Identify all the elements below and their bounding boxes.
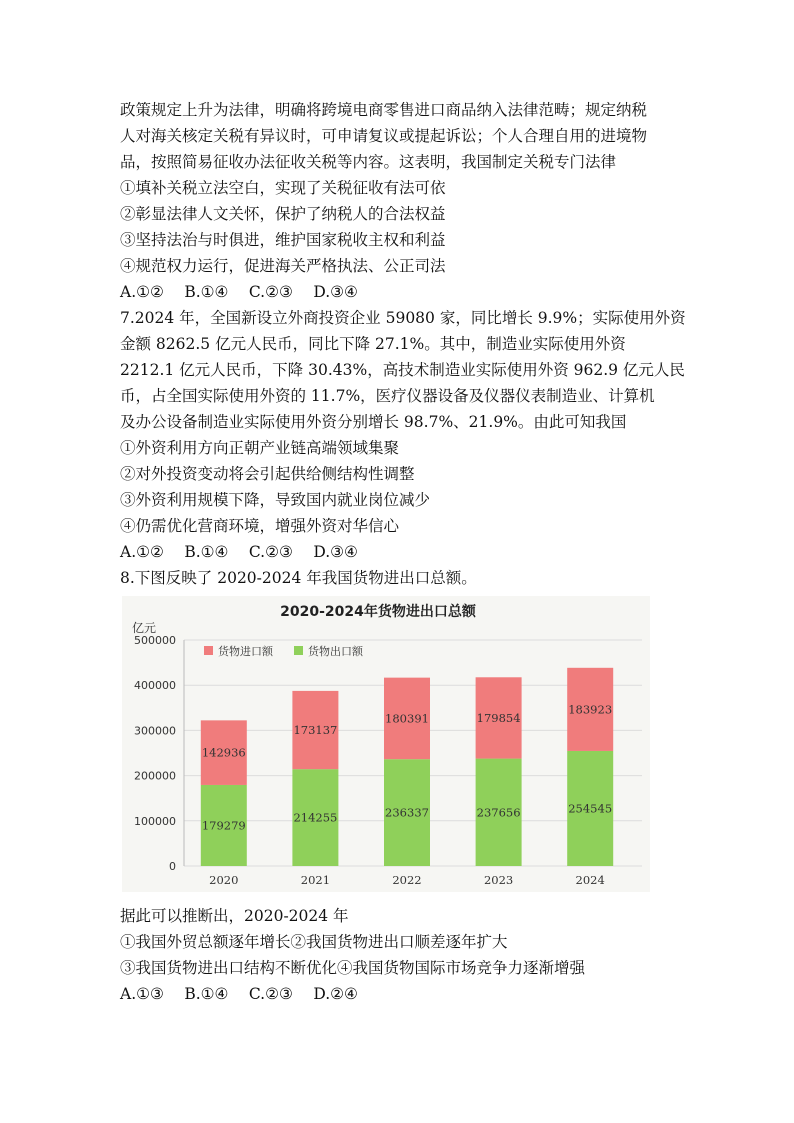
q7-stem-line-1: 7.2024 年，全国新设立外商投资企业 59080 家，同比增长 9.9%；实际使用外资 [120, 309, 686, 327]
q7-option-2: ②对外投资变动将会引起供给侧结构性调整 [120, 465, 415, 483]
q7-stem-line-4: 币，占全国实际使用外资的 11.7%，医疗仪器设备及仪器仪表制造业、计算机 [120, 387, 655, 405]
chart-title: 2020-2024年货物进出口总额 [280, 604, 476, 620]
q8-stem: 8.下图反映了 2020-2024 年我国货物进出口总额。 [120, 569, 477, 587]
q6-option-3: ③坚持法治与时俱进，维护国家税收主权和利益 [120, 231, 446, 249]
q7-option-1: ①外资利用方向正朝产业链高端领域集聚 [120, 439, 400, 457]
x-tick-label-2023: 2023 [483, 873, 514, 887]
q7-stem-line-2: 金额 8262.5 亿元人民币，同比下降 27.1%。其中，制造业实际使用外资 [120, 335, 626, 353]
data-label-export-2022: 236337 [385, 805, 429, 820]
x-tick-label-2024: 2024 [575, 873, 605, 887]
q7-option-4: ④仍需优化营商环境，增强外资对华信心 [120, 517, 400, 535]
data-label-import-2020: 142936 [201, 745, 246, 760]
q6-stem-line-2: 人对海关核定关税有异议时，可申请复议或提起诉讼；个人合理自用的进境物 [120, 127, 648, 145]
q7-stem-line-5: 及办公设备制造业实际使用外资分别增长 98.7%、21.9%。由此可知我国 [120, 413, 627, 431]
legend-swatch-import [204, 646, 213, 655]
data-label-import-2023: 179854 [476, 710, 521, 725]
x-tick-label-2020: 2020 [209, 873, 239, 887]
legend-label-import: 货物进口额 [218, 645, 273, 658]
y-tick-label-400000: 400000 [134, 679, 176, 693]
x-tick-label-2022: 2022 [392, 873, 422, 887]
y-axis-label: 亿元 [132, 621, 157, 635]
data-label-export-2023: 237656 [476, 805, 521, 820]
x-tick-label-2021: 2021 [300, 873, 331, 887]
q8-option-line-1: ①我国外贸总额逐年增长②我国货物进出口顺差逐年扩大 [120, 933, 508, 951]
data-label-import-2024: 183923 [568, 702, 613, 717]
q6-stem-line-3: 品，按照简易征收办法征收关税等内容。这表明，我国制定关税专门法律 [120, 153, 617, 171]
y-tick-label-500000: 500000 [134, 634, 176, 647]
q6-choices: A.①② B.①④ C.②③ D.③④ [120, 283, 358, 301]
chart-svg [122, 596, 650, 892]
q8-option-line-2: ③我国货物进出口结构不断优化④我国货物国际市场竞争力逐渐增强 [120, 959, 586, 977]
y-tick-label-300000: 300000 [134, 724, 176, 738]
q7-choices: A.①② B.①④ C.②③ D.③④ [120, 543, 358, 561]
data-label-import-2022: 180391 [385, 711, 429, 726]
y-tick-label-100000: 100000 [134, 814, 176, 828]
y-tick-label-200000: 200000 [134, 769, 176, 783]
q6-option-1: ①填补关税立法空白，实现了关税征收有法可依 [120, 179, 446, 197]
trade-chart [122, 596, 650, 892]
q8-choices: A.①③ B.①④ C.②③ D.②④ [120, 985, 358, 1003]
q6-option-4: ④规范权力运行，促进海关严格执法、公正司法 [120, 257, 446, 275]
data-label-export-2024: 254545 [568, 801, 613, 816]
data-label-import-2021: 173137 [293, 723, 338, 738]
y-tick-label-0: 0 [169, 860, 176, 873]
q6-option-2: ②彰显法律人文关怀，保护了纳税人的合法权益 [120, 205, 446, 223]
q7-option-3: ③外资利用规模下降，导致国内就业岗位减少 [120, 491, 431, 509]
data-label-export-2021: 214255 [293, 810, 338, 825]
q7-stem-line-3: 2212.1 亿元人民币，下降 30.43%，高技术制造业实际使用外资 962.9 亿元人民 [120, 361, 685, 379]
legend-label-export: 货物出口额 [308, 645, 363, 658]
q8-after-text: 据此可以推断出，2020-2024 年 [120, 907, 349, 925]
q6-stem-line-1: 政策规定上升为法律，明确将跨境电商零售进口商品纳入法律范畴；规定纳税 [120, 101, 648, 119]
data-label-export-2020: 179279 [201, 818, 246, 833]
legend-swatch-export [294, 646, 303, 655]
